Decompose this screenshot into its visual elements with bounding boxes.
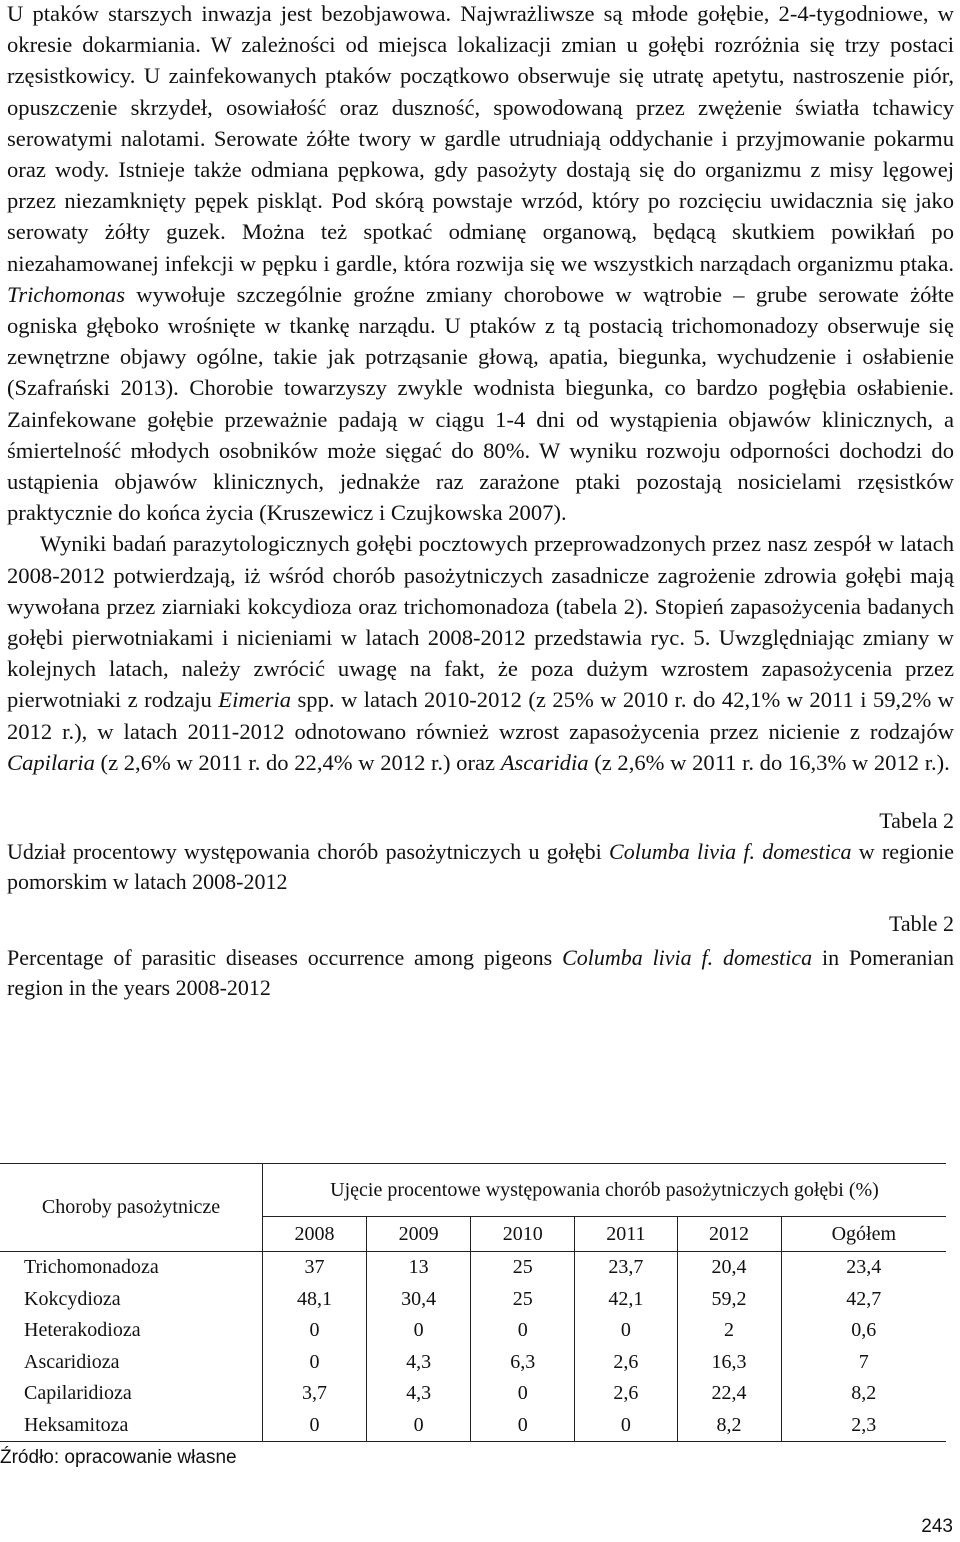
document-page: [7, 0, 954, 1003]
table-cell: 0: [367, 1315, 471, 1347]
genus-trichomonas: Trichomonas: [7, 281, 126, 307]
disease-name: Ascaridioza: [0, 1347, 263, 1379]
column-header: Ogółem: [781, 1217, 946, 1252]
genus-ascaridia: Ascaridia: [500, 749, 589, 775]
table-cell: 2,6: [575, 1378, 677, 1410]
table-cell: 42,1: [575, 1284, 677, 1316]
table-cell: 13: [367, 1252, 471, 1284]
table-cell: 25: [471, 1252, 575, 1284]
table-cell: 23,7: [575, 1252, 677, 1284]
table-cell: 16,3: [677, 1347, 781, 1379]
disease-name: Capilaridioza: [0, 1378, 263, 1410]
table-cell: 30,4: [367, 1284, 471, 1316]
column-header: 2011: [575, 1217, 677, 1252]
table-cell: 42,7: [846, 1287, 882, 1310]
table-cell: 0: [263, 1347, 367, 1379]
table-cell: 23,4: [846, 1256, 882, 1279]
table-cell: 0: [367, 1410, 471, 1442]
table-cell: 2,6: [575, 1347, 677, 1379]
table-cell: 4,3: [367, 1347, 471, 1379]
table-cell: 8,2: [677, 1410, 781, 1442]
table-cell: 0: [263, 1315, 367, 1347]
column-header: 2009: [367, 1217, 471, 1252]
table-row: [0, 1284, 946, 1316]
disease-name: Kokcydioza: [0, 1284, 263, 1316]
table-cell: 0: [263, 1410, 367, 1442]
table-caption-pl: Udział procentowy występowania chorób pasożytniczych u gołębi Columba livia f. domestica w regionie pomorskim w latach 2008-2012: [7, 839, 955, 895]
table-cell: 48,1: [263, 1284, 367, 1316]
table-cell: 0: [575, 1315, 677, 1347]
table-cell: 0: [471, 1315, 575, 1347]
table-cell: 25: [471, 1284, 575, 1316]
group-header-cell: Ujęcie procentowe występowania chorób pasożytniczych gołębi (%): [263, 1164, 947, 1217]
table-cell: 22,4: [677, 1378, 781, 1410]
table-cell: 4,3: [367, 1378, 471, 1410]
column-header: 2008: [263, 1217, 367, 1252]
table-row: [0, 1378, 946, 1410]
table-cell: 6,3: [471, 1347, 575, 1379]
table-cell: 2,3: [781, 1410, 946, 1442]
page-number: 243: [921, 1516, 953, 1537]
table-cell: 59,2: [677, 1284, 781, 1316]
genus-capilaria: Capilaria: [7, 749, 95, 775]
table-row: [0, 1315, 946, 1347]
disease-name: Trichomonadoza: [0, 1252, 263, 1284]
table-header-row: [0, 1164, 946, 1217]
table-label-en: Table 2: [888, 911, 954, 937]
disease-name: Heksamitoza: [0, 1410, 263, 1442]
row-header-cell: Choroby pasożytnicze: [0, 1164, 263, 1252]
parasitic-diseases-table: [0, 1163, 946, 1442]
table-row: [0, 1347, 946, 1379]
table-cell: 7: [858, 1350, 869, 1373]
body-paragraph-1: U ptaków starszych inwazja jest bezobjawowa. Najwrażliwsze są młode gołębie, 2-4-tygodniowe, w okresie dokarmiania. W zależności od miejsca lokalizacji zmian u gołębi rozróżnia się trzy postaci rzęsistkowicy. U zainfekowanych ptaków początkowo obserwuje się utratę apetytu, nastroszenie piór, opuszczenie skrzydeł, osowiałość oraz duszność, spowodowaną przez zwężenie światła tchawicy serowatymi nalotami. Serowate żółte twory w gardle utrudniają oddychanie i przyjmowanie pokarmu oraz wody. Istnieje także odmiana pępkowa, gdy pasożyty dostają się do organizmu z misy lęgowej przez niezamknięty pępek piskląt. Pod skórą powstaje wrzód, który po rozcięciu uwidacznia się jako serowaty żółty guzek. Można też spotkać odmianę organową, będącą skutkiem powikłań po niezahamowanej infekcji w pępku i gardle, która rozwija się we wszystkich narządach organizmu ptaka. Trichomonas wywołuje szczególnie groźne zmiany chorobowe w wątrobie – grube serowate żółte ogniska głęboko wrośnięte w tkankę narządu. U ptaków z tą postacią trichomonadozy obserwuje się zewnętrzne objawy ogólne, takie jak potrząsanie głową, apatia, biegunka, wychudzenie i osłabienie (Szafrański 2013). Chorobie towarzyszy zwykle wodnista biegunka, co bardzo pogłębia osłabienie. Zainfekowane gołębie przeważnie padają w ciągu 1-4 dni od wystąpienia objawów klinicznych, a śmiertelność młodych osobników może sięgać do 80%. W wyniku rozwoju odporności dochodzi do ustąpienia objawów klinicznych, jednakże raz zarażone ptaki pozostają nosicielami rzęsistków praktycznie do końca życia (Kruszewicz i Czujkowska 2007).: [7, 1, 954, 526]
table-cell: 0: [471, 1410, 575, 1442]
body-paragraph-2: Wyniki badań parazytologicznych gołębi pocztowych przeprowadzonych przez nasz zespół w latach 2008-2012 potwierdzają, iż wśród chorób pasożytniczych zasadnicze zagrożenie zdrowia gołębi mają wywołana przez ziarniaki kokcydioza oraz trichomonadoza (tabela 2). Stopień zapasożycenia badanych gołębi pierwotniakami i nicieniami w latach 2008-2012 przedstawia ryc. 5. Uwzględniając zmiany w kolejnych latach, należy zwrócić uwagę na fakt, że poza dużym wzrostem zapasożycenia przez pierwotniaki z rodzaju Eimeria spp. w latach 2010-2012 (z 25% w 2010 r. do 42,1% w 2011 i 59,2% w 2012 r.), w latach 2011-2012 odnotowano również wzrost zapasożycenia przez nicienie z rodzajów Capilaria (z 2,6% w 2011 r. do 22,4% w 2012 r.) oraz Ascaridia (z 2,6% w 2011 r. do 16,3% w 2012 r.).: [7, 531, 955, 775]
table-cell: 2: [677, 1315, 781, 1347]
table-cell: 0: [471, 1378, 575, 1410]
table-cell: 0: [575, 1410, 677, 1442]
table-cell: 0,6: [851, 1319, 877, 1342]
genus-eimeria: Eimeria: [218, 687, 292, 713]
table-row: [0, 1252, 946, 1284]
table-row: [0, 1410, 946, 1442]
table-cell: 37: [263, 1252, 367, 1284]
column-header: 2010: [471, 1217, 575, 1252]
column-header: 2012: [677, 1217, 781, 1252]
table-label-pl: Tabela 2: [879, 808, 954, 834]
table-cell: 20,4: [677, 1252, 781, 1284]
disease-name: Heterakodioza: [0, 1315, 263, 1347]
table-caption-en: Percentage of parasitic diseases occurrence among pigeons Columba livia f. domestica in Pomeranian region in the years 2008-2012: [7, 945, 955, 1001]
table-source-note: Źródło: opracowanie własne: [0, 1447, 237, 1468]
table-cell: 3,7: [263, 1378, 367, 1410]
table-cell: 8,2: [851, 1382, 877, 1405]
